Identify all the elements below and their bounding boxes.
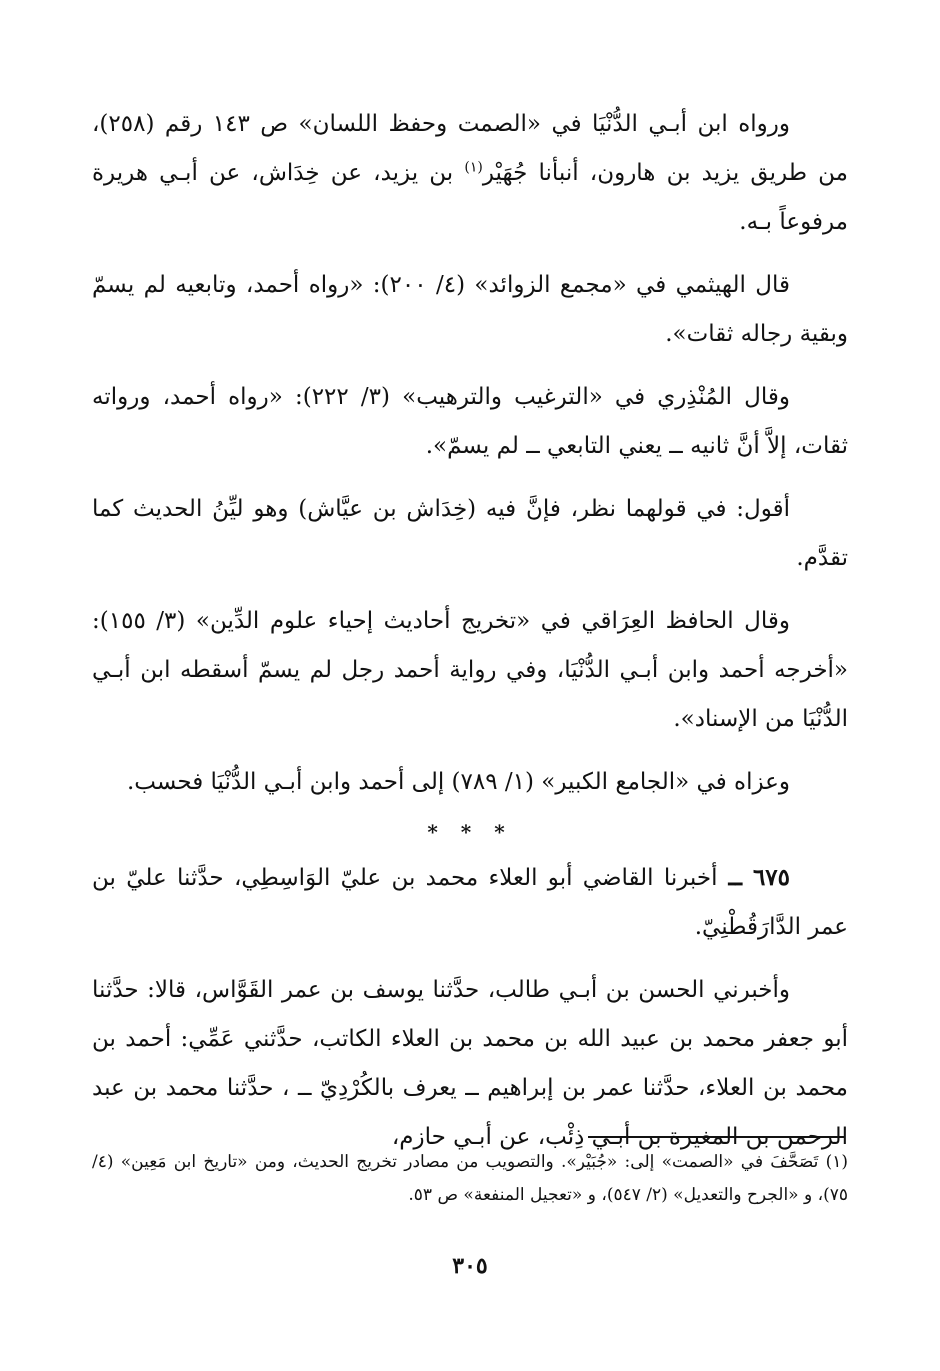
main-text <box>92 100 848 1176</box>
hadith-dash: ــ <box>717 864 753 891</box>
paragraph: وقال الحافظ العِرَاقي في «تخريج أحاديث إحياء علوم الدِّين» (٣/ ١٥٥): «أخرجه أحمد وابن أبـي الدُّنْيَا، وفي رواية أحمد رجل لم يسمّ أسقطه ابن أبـي الدُّنْيَا من الإسناد». <box>92 608 848 732</box>
paragraph: وعزاه في «الجامع الكبير» (١/ ٧٨٩) إلى أحمد وابن أبـي الدُّنْيَا فحسب. <box>126 769 790 795</box>
footnote: (١) تَصَحَّفَ في «الصمت» إلى: «جُبَيْر». والتصويب من مصادر تخريج الحديث، ومن «تاريخ ابن مَعِين» (٤/ ٧٥)، و «الجرح والتعديل» (٢/ ٥٤٧)، و «تعجيل المنفعة» ص ٥٣. <box>92 1152 848 1205</box>
footnotes <box>92 1146 848 1212</box>
section-separator: * * * <box>427 820 513 844</box>
hadith-paragraph <box>92 853 848 952</box>
paragraph <box>92 100 848 247</box>
paragraph: أقول: في قولهما نظر، فإنَّ فيه (خِدَاش بن عيَّاش) وهو ليِّنُ الحديث كما تقدَّم. <box>92 496 848 571</box>
paragraph-text-continued: بن يزيد، عن خِدَاش، عن أبـي هريرة مرفوعاً بـه. <box>92 160 848 235</box>
paragraph: وأخبرني الحسن بن أبـي طالب، حدَّثنا يوسف بن عمر القَوَّاس، قالا: حدَّثنا أبو جعفر محمد بن عبيد الله بن محمد بن العلاء الكاتب، حدَّثني عَمِّي: أحمد بن محمد بن العلاء، حدَّثنا عمر بن إبراهيم ــ يعرف بالكُرْدِيّ ــ ، حدَّثنا محمد بن عبد الرحمن بن المغيرة بن أبـي ذِئْب، عن أبـي حازم، <box>92 977 848 1150</box>
hadith-text: أخبرنا القاضي أبو العلاء محمد بن عليّ الوَاسِطِي، حدَّثنا عليّ بن عمر الدَّارَقُطْنِيّ. <box>92 865 848 940</box>
hadith-number: ٦٧٥ <box>752 864 790 891</box>
page-number: ٣٠٥ <box>452 1253 488 1279</box>
paragraph: قال الهيثمي في «مجمع الزوائد» (٤/ ٢٠٠): «رواه أحمد، وتابعيه لم يسمّ وبقية رجاله ثقات». <box>92 272 848 347</box>
paragraph: وقال المُنْذِري في «الترغيب والترهيب» (٣/ ٢٢٢): «رواه أحمد، ورواته ثقات، إلاَّ أنَّ ثانيه ــ يعني التابعي ــ لم يسمّ». <box>92 384 848 459</box>
footnote-marker: (١) <box>464 159 483 176</box>
paragraph-text: ورواه ابن أبـي الدُّنْيَا في «الصمت وحفظ اللسان» ص ١٤٣ رقم (٢٥٨)، من طريق يزيد بن هارون، أنبأنا جُهَيْر <box>92 111 848 186</box>
footnote-divider <box>588 1136 844 1138</box>
